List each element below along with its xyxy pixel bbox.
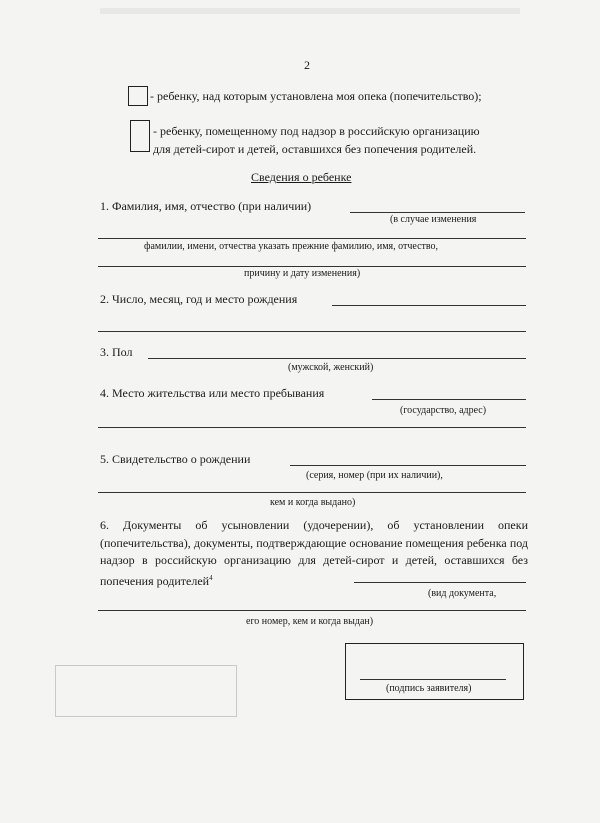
field-documents-text [100,517,528,590]
scan-artifact-box [55,665,237,717]
field-documents-hint-2: его номер, кем и когда выдан) [246,616,374,627]
field-birth-label: 2. Число, месяц, год и место рождения [100,292,298,306]
checkbox-guardianship[interactable] [128,86,148,106]
field-residence-line-2[interactable] [98,427,526,428]
field-certificate-label: 5. Свидетельство о рождении [100,452,251,466]
field-documents-label: 6. Документы об усыновлении (удочерении), об установлении опеки (попечительства), документы, подтверждающие основание помещения ребенка под надзор в российскую организацию для детей-сирот и детей, оставшихся без попечения родителей [100,518,528,588]
field-certificate-hint-1: (серия, номер (при их наличии), [306,470,443,481]
field-residence-label: 4. Место жительства или место пребывания [100,386,325,400]
page-number: 2 [304,58,310,72]
footnote-marker: 4 [209,573,213,582]
field-fio-hint-1: (в случае изменения [390,214,477,225]
field-fio-line-2[interactable] [98,238,526,239]
field-fio-hint-2: фамилии, имени, отчества указать прежние фамилию, имя, отчество, [144,241,439,252]
signature-line[interactable] [360,679,506,680]
field-documents-hint-1: (вид документа, [428,588,497,599]
field-fio-line-3[interactable] [98,266,526,267]
field-residence-hint: (государство, адрес) [400,405,487,416]
checkbox-guardianship-label: - ребенку, над которым установлена моя опека (попечительство); [150,89,482,103]
checkbox-supervision-label-line1: - ребенку, помещенному под надзор в российскую организацию [153,124,480,138]
checkbox-supervision[interactable] [130,120,150,152]
field-documents-line-2[interactable] [98,610,526,611]
field-documents-input-line[interactable] [354,582,526,583]
section-title: Сведения о ребенке [251,170,352,184]
field-birth-line-2[interactable] [98,331,526,332]
field-sex-label: 3. Пол [100,345,133,359]
field-fio-label: 1. Фамилия, имя, отчество (при наличии) [100,199,312,213]
checkbox-supervision-label-line2: для детей-сирот и детей, оставшихся без попечения родителей. [153,142,477,156]
field-birth-input-line[interactable] [332,305,526,306]
field-residence-input-line[interactable] [372,399,526,400]
field-sex-hint: (мужской, женский) [288,362,374,373]
field-certificate-line-2[interactable] [98,492,526,493]
signature-caption: (подпись заявителя) [386,683,472,694]
field-fio-hint-3: причину и дату изменения) [244,268,361,279]
field-sex-input-line[interactable] [148,358,526,359]
field-fio-input-line[interactable] [350,212,525,213]
field-certificate-input-line[interactable] [290,465,526,466]
field-certificate-hint-2: кем и когда выдано) [270,497,356,508]
scan-artifact-top [100,8,520,14]
